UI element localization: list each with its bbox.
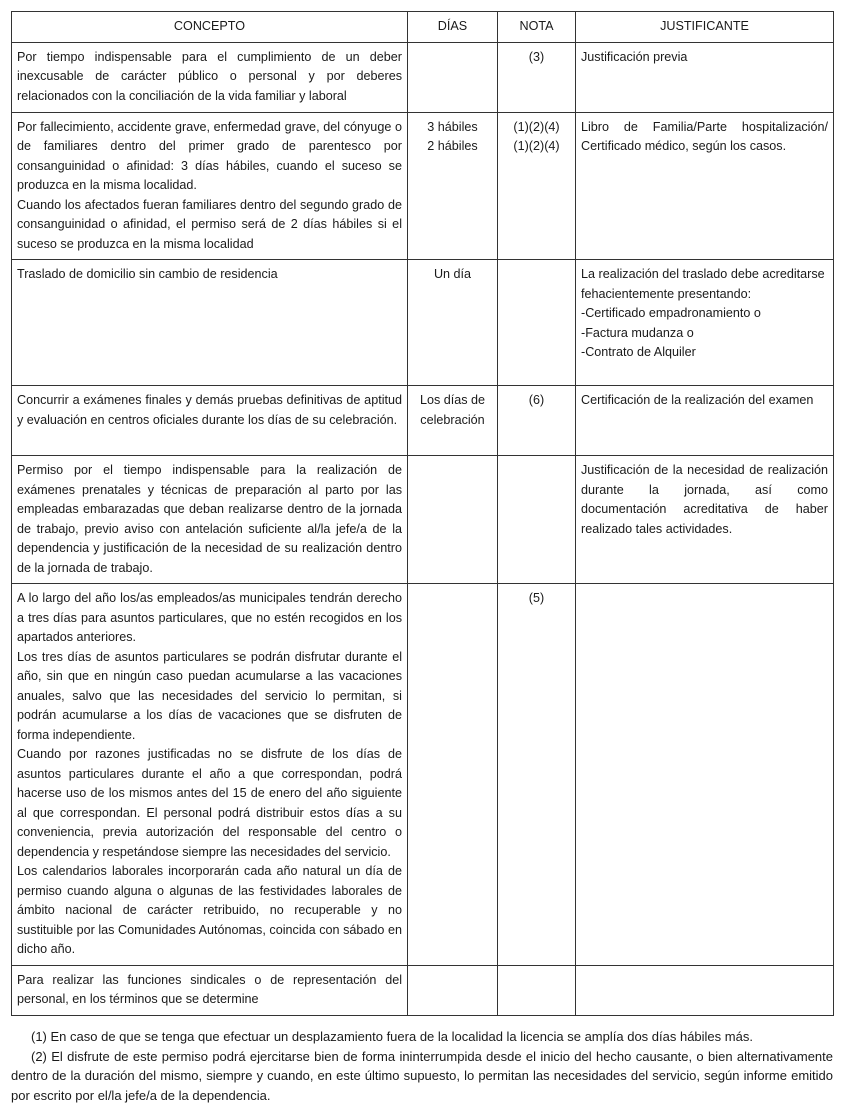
justificante-cell (576, 584, 834, 966)
justificante-cell (576, 456, 834, 584)
table-row (12, 260, 834, 386)
header-justificante: JUSTIFICANTE (576, 12, 834, 43)
dias-value: 2 hábiles (427, 139, 478, 153)
concepto-cell: Traslado de domicilio sin cambio de residencia (12, 260, 408, 386)
dias-cell (408, 112, 498, 260)
concepto-cell (12, 584, 408, 966)
nota-value: (5) (528, 591, 545, 605)
concepto-cell: Por tiempo indispensable para el cumplimiento de un deber inexcusable de carácter público o personal y por deberes relacionados con la conciliación de la vida familiar y laboral (12, 42, 408, 112)
justificante-cell (576, 965, 834, 1015)
concepto-paragraph: Cuando por razones justificadas no se disfrute de los días de asuntos particulares durante el año a que correspondan, podrá hacerse uso de los mismos antes del 15 de enero del año siguiente al que correspondan. El personal podrá distribuir estos días a su conveniencia, previa autorización del responsable del centro o dependencia y respetándose siempre las necesidades del servicio. (17, 747, 402, 859)
justificante-cell (576, 42, 834, 112)
header-concepto: CONCEPTO (12, 12, 408, 43)
justificante-text: Libro de Familia/Parte hospitalización/ Certificado médico, según los casos. (581, 119, 828, 153)
concepto-paragraph: Por fallecimiento, accidente grave, enfermedad grave, del cónyuge o de familiares dentro del primer grado de parentesco por consanguinidad o afinidad: 3 días hábiles, cuando el suceso se produzca en la misma localidad. (17, 119, 402, 192)
footnote: (2) El disfrute de este permiso podrá ejercitarse bien de forma ininterrumpida desde el inicio del hecho causante, o bien alternativamente dentro de la duración del mismo, siempre y cuando, en este último supuesto, lo permitan las necesidades del servicio, según informe emitido por escrito por el/la jefe/a de la dependencia. (11, 1048, 833, 1103)
header-nota: NOTA (498, 12, 576, 43)
justificante-cell (576, 260, 834, 386)
justificante-text: Certificación de la realización del examen (581, 393, 814, 407)
nota-cell (498, 456, 576, 584)
table-row (12, 456, 834, 584)
concepto-paragraph: Los tres días de asuntos particulares se podrán disfrutar durante el año, sin que en ningún caso puedan acumularse a las vacaciones anuales, salvo que las necesidades del servicio lo permitan, si podrán acumularse a los días de vacaciones que se disfruten de forma independiente. (17, 649, 402, 742)
dias-value: Un día (433, 267, 472, 281)
nota-value: (3) (528, 49, 545, 64)
dias-cell (408, 386, 498, 456)
table-row (12, 584, 834, 966)
dias-value: 3 hábiles (427, 119, 478, 134)
concepto-paragraph: Cuando los afectados fueran familiares dentro del segundo grado de consanguinidad o afinidad, el permiso será de 2 días hábiles si el suceso se produzca en la misma localidad (17, 197, 402, 251)
permisos-table (11, 11, 834, 1016)
nota-cell (498, 260, 576, 386)
table-row (12, 112, 834, 260)
concepto-cell: Permiso por el tiempo indispensable para la realización de exámenes prenatales y técnicas de preparación al parto por las empleadas embarazadas que deban realizarse dentro de la jornada de trabajo, previo aviso con antelación suficiente al/la jefe/a de la dependencia y justificación de la necesidad de su realización dentro de la jornada de trabajo. (12, 456, 408, 584)
concepto-cell (12, 112, 408, 260)
justificante-text: -Contrato de Alquiler (581, 345, 696, 359)
justificante-text: -Certificado empadronamiento o (581, 306, 761, 320)
nota-cell (498, 584, 576, 966)
table-header-row (12, 12, 834, 43)
concepto-paragraph: A lo largo del año los/as empleados/as municipales tendrán derecho a tres días para asuntos particulares, que no estén recogidos en los apartados anteriores. (17, 591, 402, 644)
concepto-cell: Para realizar las funciones sindicales o de representación del personal, en los términos que se determine (12, 965, 408, 1015)
justificante-text: Justificación previa (581, 49, 688, 64)
dias-value: Los días de celebración (419, 393, 486, 427)
dias-cell (408, 260, 498, 386)
nota-cell (498, 42, 576, 112)
dias-cell (408, 456, 498, 584)
nota-cell (498, 386, 576, 456)
justificante-text: La realización del traslado debe acreditarse fehacientemente presentando: (581, 267, 825, 301)
footnote: (1) En caso de que se tenga que efectuar un desplazamiento fuera de la localidad la licencia se amplía dos días hábiles más. (31, 1029, 753, 1044)
table-row (12, 386, 834, 456)
dias-cell (408, 965, 498, 1015)
dias-cell (408, 584, 498, 966)
nota-cell (498, 965, 576, 1015)
justificante-cell (576, 386, 834, 456)
nota-value: (6) (528, 393, 545, 407)
nota-value: (1)(2)(4) (513, 139, 560, 153)
concepto-cell: Concurrir a exámenes finales y demás pruebas definitivas de aptitud y evaluación en centros oficiales durante los días de su celebración. (12, 386, 408, 456)
dias-cell (408, 42, 498, 112)
footnotes (11, 1027, 833, 1105)
justificante-cell (576, 112, 834, 260)
header-dias: DÍAS (408, 12, 498, 43)
nota-cell (498, 112, 576, 260)
table-row (12, 965, 834, 1015)
justificante-text: -Factura mudanza o (581, 325, 694, 340)
table-row (12, 42, 834, 112)
nota-value: (1)(2)(4) (513, 119, 560, 134)
concepto-paragraph: Los calendarios laborales incorporarán cada año natural un día de permiso cuando alguna o algunas de las festividades laborales de ámbito nacional de carácter retribuido, no recuperable y no sustituible por las Comunidades Autónomas, coincida con sábado en dicho año. (17, 864, 402, 956)
justificante-text: Justificación de la necesidad de realización durante la jornada, así como documentación acreditativa de haber realizado tales actividades. (581, 463, 828, 536)
